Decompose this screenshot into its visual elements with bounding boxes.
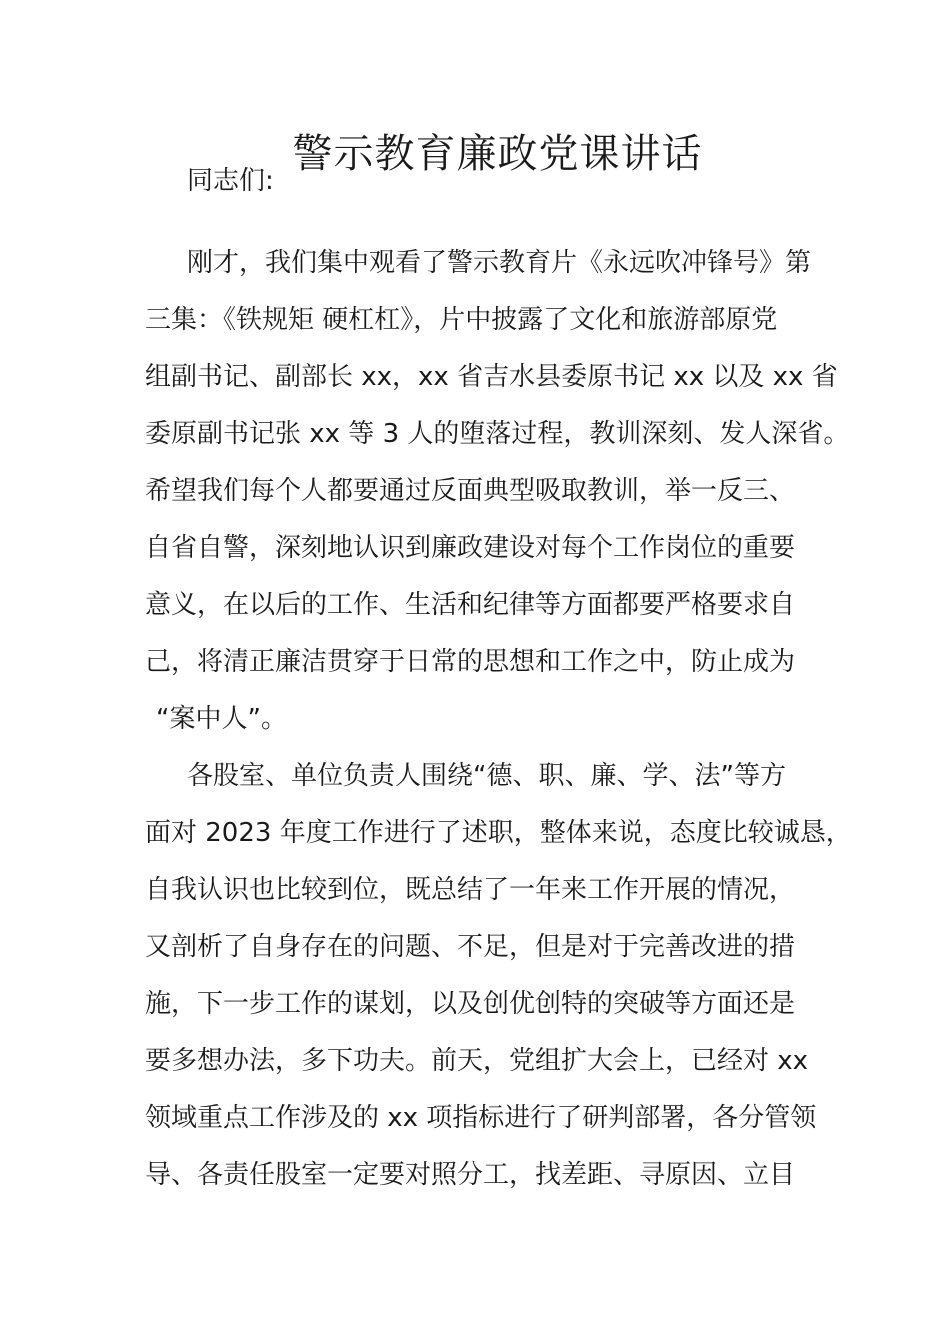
paragraph-line: 刚才，我们集中观看了警示教育片《永远吹冲锋号》第	[187, 248, 812, 278]
paragraph-line: 希望我们每个人都要通过反面典型吸取教训，举一反三、	[145, 476, 796, 506]
paragraph-line: 面对 2023 年度工作进行了述职，整体来说，态度比较诚恳，	[145, 818, 852, 848]
paragraph-line: “案中人”。	[156, 704, 287, 734]
paragraph-line: 意义，在以后的工作、生活和纪律等方面都要严格要求自	[145, 590, 796, 620]
paragraph-line: 自我认识也比较到位，既总结了一年来工作开展的情况，	[145, 875, 796, 905]
paragraph-line: 己，将清正廉洁贯穿于日常的思想和工作之中，防止成为	[145, 647, 796, 677]
paragraph-line: 施，下一步工作的谋划，以及创优创特的突破等方面还是	[145, 989, 796, 1019]
paragraph-line: 又剖析了自身存在的问题、不足，但是对于完善改进的措	[145, 932, 796, 962]
paragraph-line: 导、各责任股室一定要对照分工，找差距、寻原因、立目	[145, 1160, 796, 1190]
paragraph-line: 组副书记、副部长 xx，xx 省吉水县委原书记 xx 以及 xx 省	[145, 362, 838, 392]
paragraph-line: 领域重点工作涉及的 xx 项指标进行了研判部署，各分管领	[145, 1103, 817, 1133]
salutation: 同志们:	[187, 166, 274, 196]
paragraph-line: 自省自警，深刻地认识到廉政建设对每个工作岗位的重要	[145, 533, 796, 563]
paragraph-line: 委原副书记张 xx 等 3 人的堕落过程，教训深刻、发人深省。	[145, 419, 850, 449]
paragraph-line: 各股室、单位负责人围绕“德、职、廉、学、法”等方	[187, 761, 786, 791]
paragraph-line: 三集：《铁规矩 硬杠杠》，片中披露了文化和旅游部原党	[145, 305, 778, 335]
document-title: 警示教育廉政党课讲话	[292, 131, 703, 177]
paragraph-line: 要多想办法，多下功夫。前天，党组扩大会上，已经对 xx	[145, 1046, 809, 1076]
